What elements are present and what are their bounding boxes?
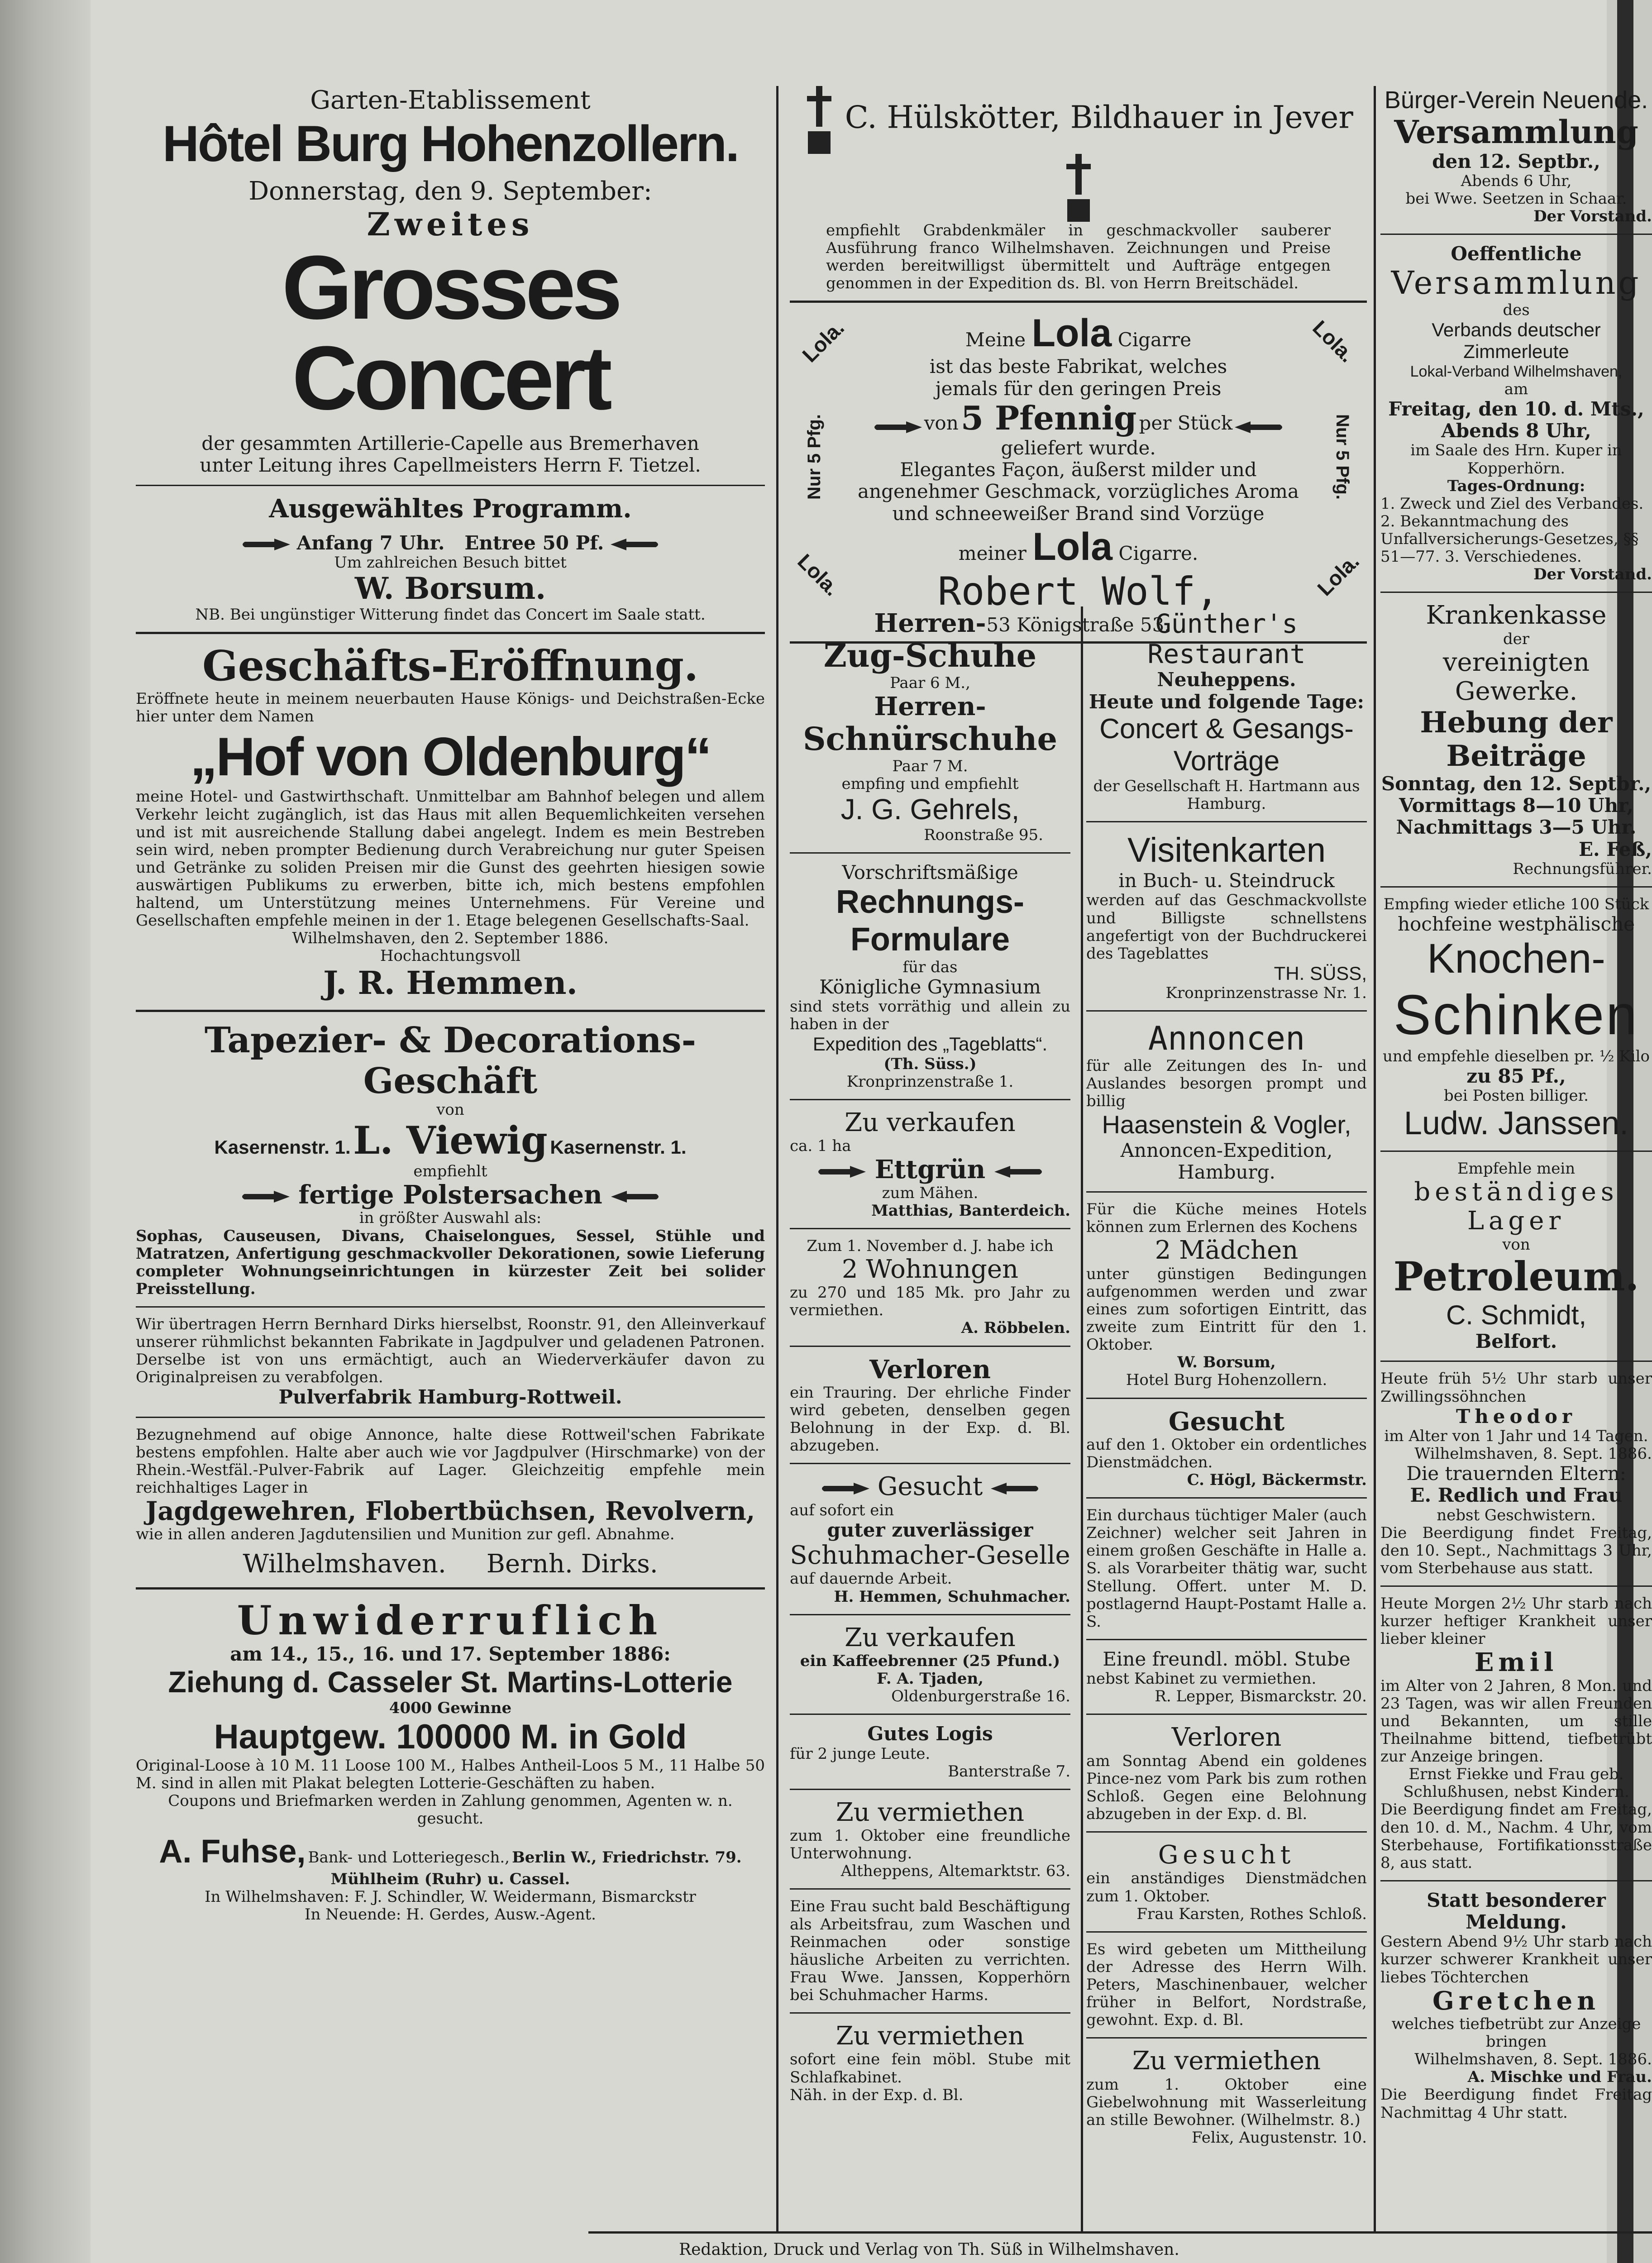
lokal-verband: Lokal-Verband Wilhelmshaven, <box>1410 363 1623 380</box>
maler-text: Ein durchaus tüchtiger Maler (auch Zeichner) welcher seit Jahren in einem großen Geschäfte in Halle a. S. als Vorarbeiter thätig war, sucht Stellung. Offert. unter M. D. postlagernd Haupt-Postamt Halle a. S. <box>1086 1506 1367 1631</box>
concert-desc: der gesammten Artillerie-Capelle aus Bremerhaven <box>201 432 699 455</box>
zu-verkaufen: Zu verkaufen <box>845 1108 1016 1137</box>
agents-neuende: In Neuende: H. Gerdes, Ausw.-Agent. <box>305 1905 596 1924</box>
verloren-text: am Sonntag Abend ein goldenes Pince-nez vom Park bis zum rothen Schloß. Gegen eine Belohnung abzugeben in der Exp. d. Bl. <box>1086 1752 1367 1823</box>
maedchen-text: unter günstigen Bedingungen aufgenommen werden und zwar eines zum sofortigen Eintritt, das zweite zum Eintritt für den 1. Oktober. <box>1086 1265 1367 1354</box>
polster-text: Sophas, Causeusen, Divans, Chaiselongues, Sessel, Stühle und Matratzen, Anfertigung geschmackvoller Dekorationen, sowie Lieferung completer Wohnungseinrichtungen in kürzester Zeit bei solider Preisstellung. <box>136 1227 765 1298</box>
buch-stein: in Buch- u. Steindruck <box>1118 869 1335 892</box>
empfehle: Empfehle mein <box>1457 1159 1576 1178</box>
gravestone-cross-icon <box>803 86 835 154</box>
coupons-text: Coupons und Briefmarken werden in Zahlung genommen, Agenten w. n. gesucht. <box>168 1791 733 1828</box>
heading-hotel: Hôtel Burg Hohenzollern. <box>162 115 738 172</box>
divider <box>136 1306 765 1308</box>
bdirks-name: Bernh. Dirks. <box>486 1549 658 1579</box>
tages-ordnung: Tages-Ordnung: <box>1447 477 1585 495</box>
pointing-hand-icon <box>816 1164 866 1179</box>
vereinigten: vereinigten Gewerke. <box>1442 647 1590 707</box>
gesucht-text: auf den 1. Oktober ein ordentliches Dienstmädchen. <box>1086 1435 1367 1471</box>
hoegl: C. Högl, Bäckermstr. <box>1187 1471 1367 1490</box>
hebung: Hebung der Beiträge <box>1420 706 1613 773</box>
nb-text: NB. Bei ungünstiger Witterung findet das Concert im Saale statt. <box>195 606 706 624</box>
cigarre-text-2: Cigarre. <box>1118 542 1198 564</box>
von-text: von <box>436 1101 464 1119</box>
footer-rule <box>588 2231 1652 2234</box>
bestaendiges-lager: beständiges Lager <box>1414 1177 1619 1236</box>
theodor: Theodor <box>1456 1405 1577 1428</box>
hemmen-name: J. R. Hemmen. <box>323 964 578 1002</box>
hochachtung: Hochachtungsvoll <box>380 947 521 965</box>
divider <box>1086 2037 1367 2039</box>
annoncen-exp: Annoncen-Expedition, <box>1120 1139 1333 1161</box>
dirks-text: Wir übertragen Herrn Bernhard Dirks hierselbst, Roonstr. 91, den Alleinverkauf unserer rühmlichst bekannten Fabrikate in Jagdpulver und geladenen Patronen. Derselbe ist von uns ermächtigt, auch an Wiederverkäufer davon zu Originalpreisen zu verabfolgen. <box>136 1315 765 1387</box>
maedchen: 2 Mädchen <box>1155 1236 1299 1265</box>
divider <box>1086 1010 1367 1012</box>
cschmidt: C. Schmidt, <box>1446 1300 1587 1331</box>
posten: bei Posten billiger. <box>1444 1087 1589 1105</box>
divider <box>1086 1497 1367 1499</box>
sofort: auf sofort ein <box>790 1501 894 1519</box>
hof-text: meine Hotel- und Gastwirthschaft. Unmittelbar am Bahnhof belegen und allem Verkehr leicht zugänglich, ist das Haus mit allen Bequemlichkeiten versehen und ist mit ausreichende Stallung dabei angelegt. Indem es mein Bestreben sein wird, neben prompter Bedienung durch Verabreichung nur guter Speisen und Getränke zu soliden Preisen mir die Gunst des geehrten hiesigen sowie auswärtigen Publikums zu erwerben, bitte ich, mich bestens empfohlen haltend, um Unterstützung meines Unternehmens. Für Vereine und Gesellschaften empfehle meinen in der 1. Etage belegenen Gesellschafts-Saal. <box>136 788 765 930</box>
eltern: Die trauernden Eltern: <box>1406 1462 1626 1485</box>
frau-text: Eine Frau sucht bald Beschäftigung als Arbeitsfrau, zum Waschen und Reinmachen oder sonstige häusliche Arbeiten zu verrichten. Frau Wwe. Janssen, Kopperhörn bei Schuhmacher Harms. <box>790 1897 1070 2004</box>
oldenb-addr: Oldenburgerstraße 16. <box>891 1687 1070 1706</box>
zu-vermiethen-2: Zu vermiethen <box>836 2021 1025 2051</box>
divider <box>1380 1880 1652 1881</box>
vermiethen-2-text: sofort eine fein möbl. Stube mit Schlafkabinet. <box>790 2050 1070 2086</box>
petroleum: Petroleum. <box>1393 1252 1639 1300</box>
des: des <box>1503 301 1530 319</box>
kronprinz: Kronprinzenstraße 1. <box>846 1072 1014 1091</box>
empfing-text: empfing und empfiehlt <box>841 774 1019 793</box>
kueche-text: Für die Küche meines Hotels können zum Erlernen des Kochens <box>1086 1200 1367 1237</box>
pfennig-text: 5 Pfennig <box>960 398 1137 437</box>
robert-addr: 53 Königstraße 53. <box>986 613 1170 636</box>
heading-zweites: Zweites <box>367 205 534 243</box>
fuhse-sub: Bank- und Lotteriegesch., <box>308 1848 510 1867</box>
tod-2: Heute Morgen 2½ Uhr starb nach kurzer heftiger Krankheit unser lieber kleiner <box>1380 1595 1652 1648</box>
empfiehlt-text: empfiehlt <box>413 1162 487 1180</box>
auswahl-text: in größter Auswahl als: <box>359 1209 542 1227</box>
roebbelen: A. Röbbelen. <box>961 1319 1070 1337</box>
bezug-text: Bezugnehmend auf obige Annonce, halte diese Rottweil'schen Fabrikate bestens empfohlen. Halte aber auch wie vor Jagdpulver (Hirschmarke) von der Rhein.-Westfäl.-Pulver-Fabrik auf Lager. Gleichzeitig empfehle mein reichhaltiges Lager in <box>136 1425 765 1497</box>
divider <box>1086 1831 1367 1833</box>
concert-desc-2: unter Leitung ihres Capellmeisters Herrn F. Tietzel. <box>200 454 701 477</box>
schuhmacher-geselle: Schuhmacher-Geselle <box>790 1541 1070 1571</box>
divider <box>790 1888 1070 1890</box>
gesucht: Gesucht <box>877 1472 983 1502</box>
wohnungen-text: zu 270 und 185 Mk. pro Jahr zu vermiethen. <box>790 1284 1070 1320</box>
junge-leute: für 2 junge Leute. <box>790 1744 931 1763</box>
annoncen: Annoncen <box>1148 1019 1305 1058</box>
gesucht-2: Gesucht <box>1158 1840 1295 1870</box>
jagd-heading: Jagdgewehren, Flobertbüchsen, Revolvern, <box>145 1496 755 1526</box>
divider <box>1086 1639 1367 1640</box>
emil: Emil <box>1474 1647 1558 1678</box>
pointing-hand-icon <box>872 420 922 435</box>
paar-7: Paar 7 M. <box>892 757 968 775</box>
tod-1b: im Alter von 1 Jahr und 14 Tagen. <box>1384 1427 1648 1445</box>
tod-3: Gestern Abend 9½ Uhr starb nach kurzer schwerer Krankheit unser liebes Töchterchen <box>1380 1933 1652 1986</box>
visitenkarten: Visitenkarten <box>1127 831 1326 869</box>
tages-text: 1. Zweck und Ziel des Verbandes. 2. Bekanntmachung des Unfallversicherungs-Gesetzes, §§ 51—77. 3. Verschiedenes. <box>1380 494 1644 566</box>
divider <box>790 1714 1070 1715</box>
pulverfabrik: Pulverfabrik Hamburg-Rottweil. <box>278 1386 622 1408</box>
matthias: Matthias, Banterdeich. <box>871 1201 1070 1220</box>
nur-5pfg-left: Nur 5 Pfg. <box>804 414 824 500</box>
pointing-hand-icon <box>820 1481 869 1496</box>
column-rule <box>1081 606 1083 2231</box>
divider <box>1380 592 1652 593</box>
divider <box>1086 1714 1367 1715</box>
column-1 <box>136 86 765 1924</box>
hof-date: Wilhelmshaven, den 2. September 1886. <box>292 929 609 948</box>
heading-concert: Grosses Concert <box>282 237 619 429</box>
lola-name: Lola <box>1031 311 1112 355</box>
lepper: R. Lepper, Bismarckstr. 20. <box>1155 1687 1367 1706</box>
gesucht-2-text: ein anständiges Dienstmädchen zum 1. Oktober. <box>1086 1869 1367 1905</box>
divider <box>1380 1585 1652 1587</box>
divider <box>1086 1191 1367 1193</box>
zuverlaessiger: guter zuverlässiger <box>827 1518 1033 1541</box>
viewig-name: L. Viewig <box>353 1118 548 1163</box>
nur-5pfg-right: Nur 5 Pfg. <box>1332 414 1353 500</box>
haasenstein: Haasenstein & Vogler, <box>1102 1110 1351 1139</box>
jagd-text: wie in allen anderen Jagdutensilien und Munition zur gefl. Abnahme. <box>136 1525 675 1544</box>
tod-1: Heute früh 5½ Uhr starb unser Zwillingssöhnchen <box>1380 1370 1652 1406</box>
divider <box>1086 1398 1367 1399</box>
statt-meldung: Statt besonderer Meldung. <box>1427 1889 1606 1934</box>
pointing-hand-icon <box>1235 420 1284 435</box>
schinken: Schinken <box>1393 984 1639 1047</box>
den-12: den 12. Septbr., <box>1432 150 1600 172</box>
formulare: Formulare <box>850 921 1010 958</box>
heading-programm: Ausgewähltes Programm. <box>269 493 632 524</box>
vermiethen-text: zum 1. Oktober eine freundliche Unterwohnung. <box>790 1827 1070 1863</box>
hamburg: Hamburg. <box>1178 1160 1275 1183</box>
divider <box>1380 886 1652 888</box>
kuper: im Saale des Hrn. Kuper in Kopperhörn. <box>1410 441 1622 477</box>
karsten: Frau Karsten, Rothes Schloß. <box>1136 1905 1367 1923</box>
verloren: Verloren <box>1171 1723 1282 1752</box>
divider <box>790 301 1367 303</box>
heading-eroeffnung: Geschäfts-Eröffnung. <box>202 641 698 691</box>
rechnungs: Rechnungs- <box>836 884 1024 921</box>
lola-corner-tl: Lola. <box>797 316 849 367</box>
fiekke: Ernst Fiekke und Frau geb. Schlußhusen, nebst Kindern. <box>1403 1765 1629 1801</box>
vorstand: Der Vorstand. <box>1533 207 1652 226</box>
heading-garten: Garten-Etablissement <box>310 86 591 115</box>
suess: (Th. Süss.) <box>883 1055 977 1073</box>
abends-6: Abends 6 Uhr, <box>1461 172 1572 190</box>
imprint-footer: Redaktion, Druck und Verlag von Th. Süß in Wilhelmshaven. <box>679 2240 1179 2259</box>
nachmittags: Nachmittags 3—5 Uhr. <box>1396 816 1637 839</box>
tod-3c: Wilhelmshaven, 8. Sept. 1886. <box>1414 2050 1652 2069</box>
gehrels-name: J. G. Gehrels, <box>840 793 1020 826</box>
mischke: A. Mischke und Frau. <box>1467 2068 1652 2086</box>
herren-1: Herren- <box>874 608 986 638</box>
eroeffnung-text: Eröffnete heute in meinem neuerbauten Hause Königs- und Deichstraßen-Ecke hier unter dem Namen <box>136 690 765 726</box>
zu-verkaufen-2: Zu verkaufen <box>845 1623 1016 1652</box>
divider <box>1380 1151 1652 1152</box>
book-spine <box>0 0 91 2263</box>
preis: zu 85 Pf., <box>1466 1065 1566 1087</box>
th-suess: TH. SÜSS, <box>1274 962 1367 984</box>
heute-tage: Heute und folgende Tage: <box>1089 690 1365 713</box>
anfang-text: Anfang 7 Uhr. <box>296 532 445 554</box>
meiner-text: meiner <box>958 542 1027 564</box>
neuheppens: Neuheppens. <box>1157 668 1296 691</box>
heading-unwiderruflich: Unwiderruflich <box>237 1596 664 1644</box>
huelskoetter-heading: C. Hülskötter, Bildhauer in Jever <box>845 100 1353 136</box>
tod-2b: im Alter von 2 Jahren, 8 Mon. und 23 Tagen, was wir allen Freunden und Bekannten, um stille Theilnahme bittend, tiefbetrübt zur Anzeige bringen. <box>1380 1676 1652 1766</box>
dauernde-arbeit: auf dauernde Arbeit. <box>790 1570 952 1588</box>
zug-schuhe: Zug-Schuhe <box>823 637 1037 675</box>
roon-addr: Roonstraße 95. <box>924 826 1043 844</box>
vorschrift: Vorschriftsmäßige <box>842 861 1018 883</box>
divider <box>1086 821 1367 822</box>
borsum-name: W. Borsum. <box>354 571 546 606</box>
guenther-heading: Günther's Restaurant <box>1147 608 1306 669</box>
hhemmen: H. Hemmen, Schuhmacher. <box>834 1587 1070 1606</box>
meine-text: Meine <box>965 329 1026 351</box>
wborsum: W. Borsum, <box>1177 1353 1276 1372</box>
cigarre-text: Cigarre <box>1117 329 1192 351</box>
sonntag: Sonntag, den 12. Septbr., <box>1381 772 1652 795</box>
tod-1c: Wilhelmshaven, 8. Sept. 1886. <box>1414 1445 1652 1463</box>
der: der <box>1503 630 1530 648</box>
agents-whv: In Wilhelmshaven: F. J. Schindler, W. Weidermann, Bismarckstr <box>205 1887 696 1906</box>
divider <box>790 852 1070 854</box>
gewinne-text: 4000 Gewinne <box>389 1699 512 1718</box>
kilo-text: und empfehle dieselben pr. ½ Kilo <box>1383 1047 1650 1065</box>
abends-8: Abends 8 Uhr, <box>1441 420 1591 442</box>
pointing-hand-icon <box>994 1164 1044 1179</box>
hotel-burg: Hotel Burg Hohenzollern. <box>1126 1371 1327 1389</box>
lola-name-2: Lola <box>1032 525 1113 568</box>
versammlung: Versammlung <box>1394 113 1638 151</box>
vortraege: Vorträge <box>1173 745 1280 777</box>
gretchen: Gretchen <box>1432 1986 1600 2016</box>
verloren: Verloren <box>869 1354 991 1385</box>
fess: E. Feß, <box>1578 838 1652 860</box>
peters-text: Es wird gebeten um Mittheilung der Adresse des Herrn Wilh. Peters, Maschinenbauer, welcher früher in Belfort, Nordstraße, gewohnt. Exp. d. Bl. <box>1086 1940 1367 2029</box>
lola-corner-tr: Lola. <box>1308 316 1359 367</box>
gym-text: sind stets vorräthig und allein zu haben in der <box>790 998 1070 1034</box>
tod-3b: welches tiefbetrübt zur Anzeige bringen <box>1391 2015 1641 2051</box>
belfort: Belfort. <box>1475 1330 1557 1353</box>
divider <box>1380 1361 1652 1362</box>
lola-corner-br: Lola. <box>1312 549 1364 601</box>
stube: Eine freundl. möbl. Stube <box>1103 1647 1351 1670</box>
vorstand-2: Der Vorstand. <box>1533 565 1652 584</box>
gravestone-cross-icon <box>1063 154 1094 222</box>
stube-2: nebst Kabinet zu vermiethen. <box>1086 1670 1317 1688</box>
column-3 <box>1086 609 1367 2147</box>
versammlung-2: Versammlung <box>1391 264 1642 302</box>
naeh-text: Näh. in der Exp. d. Bl. <box>790 2086 964 2104</box>
seetzen: bei Wwe. Seetzen in Schaar. <box>1405 189 1627 208</box>
maehen: zum Mähen. <box>882 1184 979 1202</box>
gutes-logis: Gutes Logis <box>867 1723 993 1745</box>
beerdigung-1: Die Beerdigung findet Freitag, den 10. Sept., Nachmittags 3 Uhr, vom Sterbehause aus statt. <box>1380 1523 1652 1577</box>
tjaden: F. A. Tjaden, <box>876 1670 984 1688</box>
hochfeine: hochfeine westphälische <box>1397 913 1635 936</box>
divider <box>1380 234 1652 235</box>
felix: Felix, Augustenstr. 10. <box>1192 2128 1367 2147</box>
pointing-hand-icon <box>991 1481 1041 1496</box>
zu-vermiethen: Zu vermiethen <box>836 1797 1025 1827</box>
pointing-hand-icon <box>611 1189 661 1204</box>
divider <box>790 1789 1070 1790</box>
gesellschaft: der Gesellschaft H. Hartmann aus Hamburg. <box>1093 777 1360 813</box>
concert-date: Donnerstag, den 9. September: <box>248 177 652 206</box>
visit-text: werden auf das Geschmackvollste und Billigste schnellstens angefertigt von der Buchdruckerei des Tageblattes <box>1086 891 1367 963</box>
wohnungen: 2 Wohnungen <box>841 1254 1019 1284</box>
zu-vermiethen: Zu vermiethen <box>1132 2046 1321 2076</box>
heading-hof: „Hof von Oldenburg“ <box>190 726 711 788</box>
fuer-das: für das <box>902 958 958 976</box>
janssen: Ludw. Janssen. <box>1404 1105 1629 1142</box>
lola-corner-bl: Lola. <box>793 549 845 601</box>
heading-tapezier: Tapezier- & Decorations-Geschäft <box>204 1019 697 1102</box>
ziehung-heading: Ziehung d. Casseler St. Martins-Lotterie <box>168 1665 733 1699</box>
kaffeebrenner: ein Kaffeebrenner (25 Pfund.) <box>800 1652 1060 1671</box>
hulskoetter-lola-block <box>790 86 1367 652</box>
fuhse-name: A. Fuhse, <box>159 1833 306 1870</box>
entree-text: Entree 50 Pf. <box>464 532 604 554</box>
concert-gesangs: Concert & Gesangs- <box>1099 713 1354 745</box>
huelskoetter-text: empfiehlt Grabdenkmäler in geschmackvoller sauberer Ausführung franco Wilhelmshaven. Zeichnungen und Preise werden bereitwilligst übermittelt und Aufträge entgegen genommen in der Expedition ds. Bl. von Herrn Breitschädel. <box>826 221 1331 293</box>
divider <box>136 1587 765 1590</box>
kasernenstr-right: Kasernenstr. 1. <box>550 1136 687 1158</box>
am: am <box>1504 380 1528 398</box>
divider <box>790 1228 1070 1229</box>
oeffentliche: Oeffentliche <box>1451 243 1582 265</box>
robert-wolf: Robert Wolf, <box>937 568 1219 614</box>
newspaper-page <box>91 0 1652 2263</box>
divider <box>136 1417 765 1418</box>
krankenkasse: Krankenkasse <box>1426 601 1607 630</box>
ha-text: ca. 1 ha <box>790 1137 851 1155</box>
whv-text: Wilhelmshaven. <box>243 1549 446 1579</box>
beerdigung-3: Die Beerdigung findet Freitag Nachmittag 4 Uhr statt. <box>1380 2086 1652 2122</box>
divider <box>1086 1931 1367 1933</box>
empfing-text: Empfing wieder etliche 100 Stück <box>1383 895 1649 913</box>
freitag: Freitag, den 10. d. Mts., <box>1388 397 1644 420</box>
redlich: E. Redlich und Frau <box>1410 1484 1623 1507</box>
column-rule <box>1374 86 1376 2231</box>
banter-addr: Banterstraße 7. <box>948 1762 1070 1781</box>
beerdigung-2: Die Beerdigung findet am Freitag, den 10. d. M., Nachm. 4 Uhr, vom Sterbehause, Fortifikationsstraße 8, aus statt. <box>1380 1800 1652 1872</box>
divider <box>136 632 765 634</box>
divider <box>790 1346 1070 1347</box>
hauptgewinn: Hauptgew. 100000 M. in Gold <box>214 1718 687 1757</box>
von: von <box>1502 1235 1530 1254</box>
verloren-text: ein Trauring. Der ehrliche Finder wird gebeten, denselben gegen Belohnung in der Exp. d. Bl. abzugeben. <box>790 1383 1070 1455</box>
herren-2: Herren- <box>874 691 986 721</box>
gymnasium: Königliche Gymnasium <box>819 975 1041 998</box>
geschwister: nebst Geschwistern. <box>1437 1506 1596 1524</box>
divider <box>790 2012 1070 2014</box>
expedition: Expedition des „Tageblatts“. <box>812 1033 1048 1055</box>
altheppens-addr: Altheppens, Altemarktstr. 63. <box>840 1862 1070 1881</box>
schnuerschuhe: Schnürschuhe <box>803 720 1057 758</box>
column-rule <box>776 86 778 2231</box>
besuch-text: Um zahlreichen Besuch bittet <box>334 554 567 572</box>
lotto-date: am 14., 15., 16. und 17. September 1886: <box>230 1642 671 1665</box>
gesucht: Gesucht <box>1168 1406 1285 1437</box>
buerger-verein: Bürger-Verein Neuende. <box>1384 86 1648 114</box>
loose-text: Original-Loose à 10 M. 11 Loose 100 M., Halbes Antheil-Loos 5 M., 11 Halbe 50 M. sind in allen mit Plakat belegten Lotterie-Geschäften zu haben. <box>136 1756 765 1792</box>
geliefert-text: geliefert wurde. <box>1001 436 1156 459</box>
paar-6: Paar 6 M., <box>890 673 970 692</box>
november-text: Zum 1. November d. J. habe ich <box>807 1237 1054 1255</box>
kasernenstr-left: Kasernenstr. 1. <box>214 1136 351 1158</box>
divider <box>790 1099 1070 1100</box>
vormittags: Vormittags 8—10 Uhr, <box>1399 794 1634 816</box>
ettgruen: Ettgrün <box>874 1155 986 1185</box>
kronprinzen-addr: Kronprinzenstrasse Nr. 1. <box>1165 984 1367 1003</box>
divider <box>790 1614 1070 1615</box>
fuhse-addr: Berlin W., Friedrichstr. 79. Mühlheim (Ruhr) u. Cassel. <box>330 1848 742 1888</box>
vermiethen-text: zum 1. Oktober eine Giebelwohnung mit Wasserleitung an stille Bewohner. (Wilhelmstr. 8.) <box>1086 2075 1367 2129</box>
column-2 <box>790 609 1070 2104</box>
zimmerleute: Verbands deutscher Zimmerleute <box>1432 319 1601 363</box>
knochen: Knochen- <box>1427 936 1605 982</box>
divider <box>136 1010 765 1012</box>
lola-text-1: ist das beste Fabrikat, welches jemals für den geringen Preis <box>929 355 1227 400</box>
column-4 <box>1380 86 1652 2122</box>
pointing-hand-icon <box>611 537 660 552</box>
divider <box>136 485 765 486</box>
per-stueck: per Stück <box>1139 411 1233 434</box>
polster-heading: fertige Polstersachen <box>298 1180 602 1210</box>
pointing-hand-icon <box>240 537 290 552</box>
divider <box>790 1463 1070 1464</box>
von-text: von <box>924 411 959 434</box>
lola-text-2: Elegantes Façon, äußerst milder und angenehmer Geschmack, vorzügliches Aroma und schneeweißer Brand sind Vorzüge <box>858 458 1299 525</box>
annoncen-text: für alle Zeitungen des In- und Auslandes besorgen prompt und billig <box>1086 1057 1367 1111</box>
pointing-hand-icon <box>240 1189 290 1204</box>
rechnungsfuehrer: Rechnungsführer. <box>1513 859 1652 878</box>
